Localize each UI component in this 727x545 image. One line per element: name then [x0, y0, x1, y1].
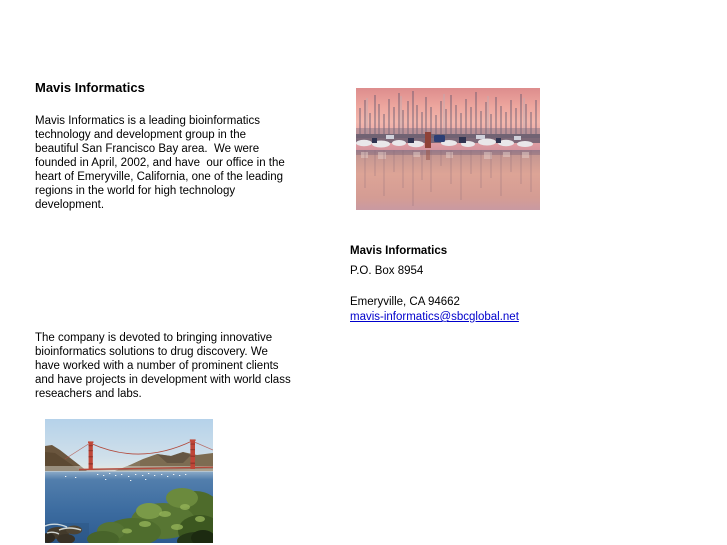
text-line: technology and development group in the [35, 129, 246, 141]
text-line: reseachers and labs. [35, 388, 142, 400]
contact-name: Mavis Informatics [350, 245, 448, 257]
text-line: have worked with a number of prominent clients [35, 360, 279, 372]
contact-city-state-zip: Emeryville, CA 94662 [350, 296, 460, 308]
text-line: founded in April, 2002, and have our office in the [35, 157, 285, 169]
intro-paragraph [35, 114, 285, 212]
page-title: Mavis Informatics [35, 80, 145, 95]
text-line: beautiful San Francisco Bay area. We were [35, 143, 260, 155]
text-line: The company is devoted to bringing innovative [35, 332, 273, 344]
email-link[interactable]: mavis-informatics@sbcglobal.net [350, 311, 519, 323]
company-paragraph [35, 331, 291, 401]
marina-sunset-photo [356, 88, 540, 210]
text-line: regions in the world for high technology [35, 185, 236, 197]
text-line: Mavis Informatics is a leading bioinformatics [35, 115, 260, 127]
text-line: and have projects in development with world class [35, 374, 291, 386]
golden-gate-bridge-photo [45, 419, 213, 543]
golden-gate-bridge-photo-image [45, 419, 213, 543]
text-line: heart of Emeryville, California, one of the leading [35, 171, 284, 183]
marina-sunset-photo-image [356, 88, 540, 210]
contact-po-box: P.O. Box 8954 [350, 265, 424, 277]
text-line: development. [35, 199, 105, 211]
text-line: bioinformatics solutions to drug discovery. We [35, 346, 268, 358]
